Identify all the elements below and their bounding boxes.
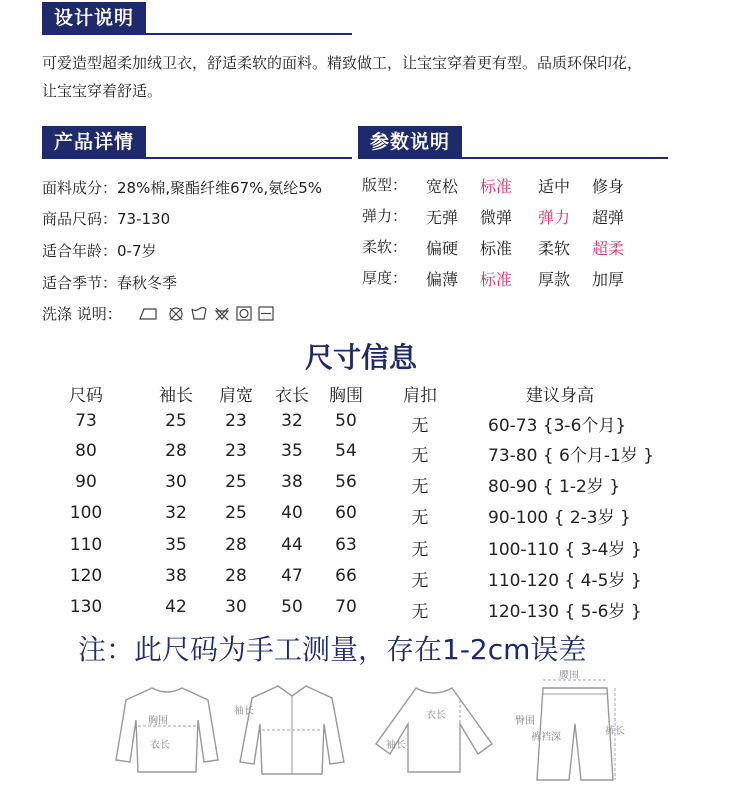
size-header-cell: 肩扣 [403, 386, 437, 406]
product-row-fabric: 面料成分：28%棉,聚酯纤维67%,氨纶5% [42, 179, 323, 197]
iron-icon [140, 309, 156, 319]
diagram-leg-label: 裤长 [605, 726, 625, 737]
no-bleach-icon [170, 308, 182, 320]
param-option: 标准 [480, 270, 513, 289]
pants-diagram [515, 670, 635, 784]
size-cell: 无 [411, 571, 429, 591]
size-header-cell: 尺码 [69, 386, 103, 406]
size-cell: 60 [335, 503, 357, 523]
param-label-3: 厚度： [362, 269, 408, 287]
size-row-size: 100 [69, 503, 103, 523]
size-cell: 28 [225, 535, 247, 555]
size-header-cell: 袖长 [159, 386, 193, 406]
design-text-line1: 可爱造型超柔加绒卫衣，舒适柔软的面料。精致做工，让宝宝穿着更有型。品质环保印花， [42, 54, 643, 72]
size-cell: 38 [165, 566, 187, 586]
no-wring-icon [216, 308, 228, 320]
size-cell: 32 [281, 411, 303, 431]
size-cell: 100-110 { 3-4岁 } [488, 540, 642, 560]
product-row-season: 适合季节：春秋冬季 [42, 274, 178, 292]
param-option: 宽松 [426, 177, 459, 196]
diagram-length-label: 衣长 [150, 740, 170, 751]
size-cell: 120-130 { 5-6岁 } [488, 602, 642, 622]
size-cell: 无 [411, 477, 429, 497]
diagram-hip-label: 臀围 [515, 716, 535, 727]
size-cell: 23 [225, 441, 247, 461]
size-cell: 25 [225, 503, 247, 523]
param-option: 偏硬 [426, 239, 459, 258]
size-cell: 25 [165, 411, 187, 431]
size-cell: 47 [281, 566, 303, 586]
wash-label: 洗涤 说明： [42, 305, 122, 323]
shirt-diagram [232, 680, 352, 780]
param-option: 适中 [538, 177, 571, 196]
param-option: 超柔 [592, 239, 625, 258]
raglan-diagram [364, 680, 504, 780]
param-label-2: 柔软： [362, 238, 408, 256]
size-header-cell: 肩宽 [219, 386, 253, 406]
size-cell: 42 [165, 597, 187, 617]
size-header-cell: 建议身高 [526, 386, 594, 406]
size-row-size: 80 [75, 441, 97, 461]
size-cell: 无 [411, 540, 429, 560]
dry-flat-icon [259, 307, 273, 320]
diagram-raglan-sleeve-label: 袖长 [386, 740, 406, 751]
size-cell: 70 [335, 597, 357, 617]
size-header-cell: 衣长 [275, 386, 309, 406]
size-cell: 90-100 { 2-3岁 } [488, 508, 631, 528]
design-heading: 设计说明 [42, 2, 146, 34]
sweatshirt-diagram [112, 680, 222, 780]
product-heading: 产品详情 [42, 126, 146, 158]
param-option: 微弹 [480, 208, 513, 227]
diagram-raglan-length-label: 衣长 [426, 710, 446, 721]
param-option: 加厚 [592, 270, 625, 289]
size-cell: 无 [411, 602, 429, 622]
size-title: 尺寸信息 [305, 341, 418, 374]
product-row-size: 商品尺码：73-130 [42, 210, 171, 228]
size-cell: 28 [225, 566, 247, 586]
size-cell: 35 [281, 441, 303, 461]
param-option: 标准 [480, 177, 513, 196]
size-cell: 38 [281, 472, 303, 492]
design-heading-underline [42, 33, 352, 35]
param-option: 偏薄 [426, 270, 459, 289]
size-note: 注：此尺码为手工测量，存在1-2cm误差 [78, 633, 587, 666]
size-cell: 50 [281, 597, 303, 617]
size-cell: 54 [335, 441, 357, 461]
param-option: 超弹 [592, 208, 625, 227]
param-option: 厚款 [538, 270, 571, 289]
param-label-0: 版型： [362, 176, 408, 194]
param-option: 标准 [480, 239, 513, 258]
size-cell: 56 [335, 472, 357, 492]
size-cell: 无 [411, 508, 429, 528]
diagram-waist-label: 腰围 [559, 670, 579, 681]
size-cell: 25 [225, 472, 247, 492]
size-cell: 73-80 { 6个月-1岁 } [488, 446, 655, 466]
tumble-dry-icon [237, 307, 251, 320]
product-heading-underline [42, 157, 352, 159]
size-cell: 44 [281, 535, 303, 555]
size-row-size: 120 [69, 566, 103, 586]
size-cell: 无 [411, 416, 429, 436]
size-row-size: 110 [69, 535, 103, 555]
size-row-size: 130 [69, 597, 103, 617]
param-label-1: 弹力： [362, 207, 408, 225]
param-option: 柔软 [538, 239, 571, 258]
size-cell: 32 [165, 503, 187, 523]
size-cell: 110-120 { 4-5岁 } [488, 571, 642, 591]
size-cell: 30 [225, 597, 247, 617]
param-option: 修身 [592, 177, 625, 196]
size-cell: 无 [411, 446, 429, 466]
params-heading-underline [358, 157, 668, 159]
params-heading: 参数说明 [358, 126, 462, 158]
size-cell: 63 [335, 535, 357, 555]
hand-wash-icon [192, 308, 206, 320]
param-option: 无弹 [426, 208, 459, 227]
size-cell: 50 [335, 411, 357, 431]
design-text-line2: 让宝宝穿着舒适。 [42, 82, 163, 100]
size-cell: 40 [281, 503, 303, 523]
size-cell: 35 [165, 535, 187, 555]
diagram-chest-label: 胸围 [148, 716, 168, 727]
size-cell: 28 [165, 441, 187, 461]
param-option: 弹力 [538, 208, 571, 227]
diagram-sleeve-label: 袖长 [234, 706, 254, 717]
size-cell: 60-73 {3-6个月} [488, 416, 627, 436]
size-cell: 66 [335, 566, 357, 586]
product-row-age: 适合年龄：0-7岁 [42, 242, 157, 260]
size-cell: 80-90 { 1-2岁 } [488, 477, 621, 497]
diagram-rise-label: 裤裆深 [531, 732, 561, 743]
size-header-cell: 胸围 [329, 386, 363, 406]
size-cell: 30 [165, 472, 187, 492]
size-row-size: 90 [75, 472, 97, 492]
size-cell: 23 [225, 411, 247, 431]
size-row-size: 73 [75, 411, 97, 431]
wash-icons [138, 303, 278, 323]
